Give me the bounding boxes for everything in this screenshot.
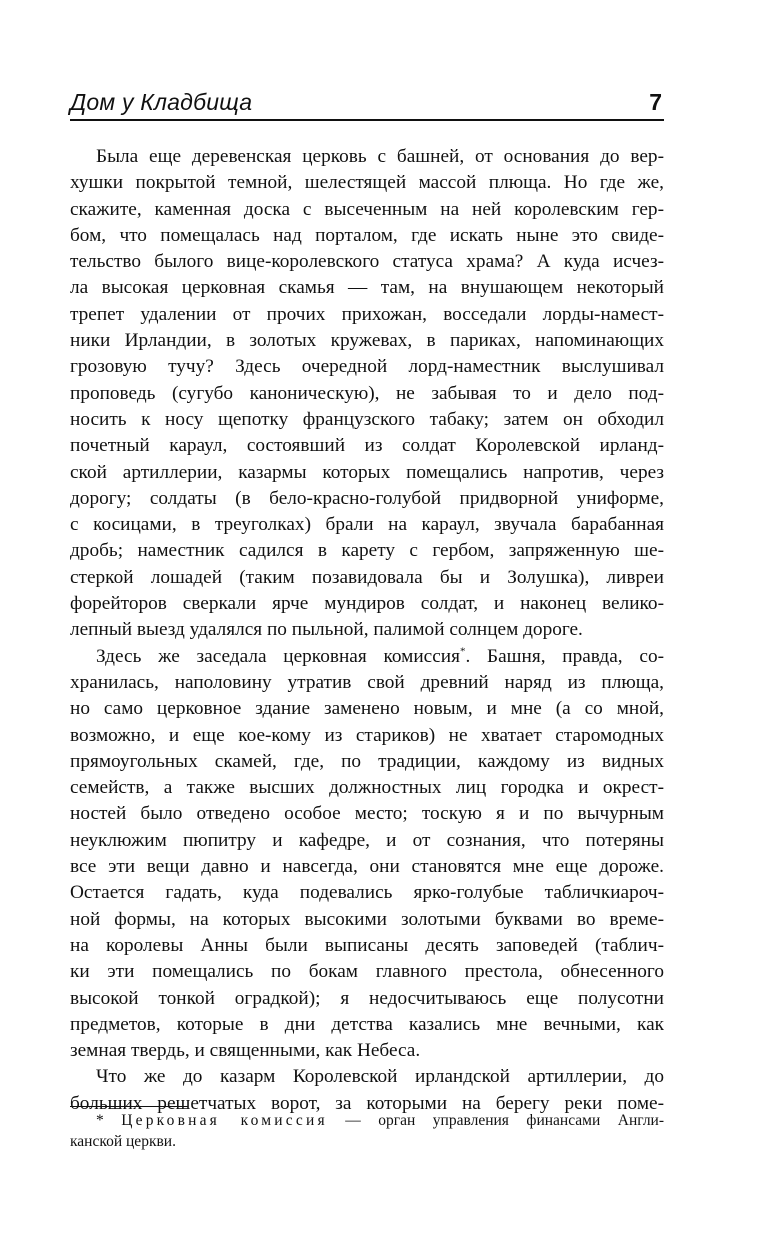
- text-line: форейторов сверкали ярче мундиров солдат, и наконец велико-: [70, 593, 664, 615]
- text-line: высокой тонкой оградкой); я недосчитываюсь еще полусотни: [70, 987, 664, 1009]
- text-line: дорогу; солдаты (в бело-красно-голубой придворной униформе,: [70, 487, 664, 509]
- text-line: земная твердь, и священными, как Небеса.: [70, 1040, 421, 1062]
- footnote-mark: *: [96, 1112, 104, 1129]
- text-line: грозовую тучу? Здесь очередной лорд-наместник выслушивал: [70, 356, 664, 378]
- text-line-with-note: [70, 644, 664, 670]
- text-line: трепет удалении от прочих прихожан, восседали лорды-намест-: [70, 303, 664, 325]
- text-line: лепный выезд удалялся по пыльной, палимой солнцем дороге.: [70, 619, 583, 641]
- text-line: Была еще деревенская церковь с башней, от основания до вер-: [96, 146, 664, 167]
- text-line: Остается гадать, куда подевались ярко-голубые табличкиароч-: [70, 882, 664, 904]
- footnote-term: Церковная комиссия: [121, 1112, 328, 1129]
- text-line: ской артиллерии, казармы которых помещались напротив, через: [70, 461, 664, 483]
- text-line: хушки покрытой темной, шелестящей массой плюща. Но где же,: [70, 172, 664, 194]
- text-line: ной формы, на которых высокими золотыми буквами во време-: [70, 908, 664, 930]
- book-page: [70, 82, 664, 1117]
- body-text: [70, 144, 664, 1117]
- text-line: почетный караул, состоявший из солдат Королевской ирланд-: [70, 435, 664, 457]
- text-line: проповедь (сугубо каноническую), не забывая то и дело под-: [70, 382, 664, 404]
- footnote-reference[interactable]: *: [459, 645, 466, 658]
- text-fragment: . Башня, правда, со-: [465, 645, 664, 667]
- text-line: на королевы Анны были выписаны десять заповедей (таблич-: [70, 934, 664, 956]
- text-line: ностей было отведено особое место; тоскую я и по вычурным: [70, 803, 664, 825]
- text-line: предметов, которые в дни детства казались мне вечными, как: [70, 1013, 664, 1035]
- paragraph-2: [70, 644, 664, 1065]
- page-number: 7: [649, 89, 662, 115]
- text-line: тельство былого вице-королевского статуса храма? А куда исчез-: [70, 251, 664, 273]
- text-line: семейств, а также высших должностных лиц городка и окрест-: [70, 777, 664, 799]
- text-line: носить к носу щепотку французского табаку; затем он обходил: [70, 408, 664, 430]
- text-line: прямоугольных скамей, где, по традиции, каждому из видных: [70, 750, 664, 772]
- text-line: ники Ирландии, в золотых кружевах, в париках, напоминающих: [70, 330, 664, 352]
- text-line: больших решетчатых ворот, за которыми на берегу реки поме-: [70, 1092, 664, 1114]
- text-line: стеркой лошадей (таким позавидовала бы и Золушка), ливреи: [70, 566, 664, 588]
- text-line: ла высокая церковная скамья — там, на внушающем некоторый: [70, 277, 664, 299]
- text-line: хранилась, наполовину утратив свой древний наряд из плюща,: [70, 671, 664, 693]
- footnote: [70, 1110, 664, 1152]
- footnote-line: канской церкви.: [70, 1133, 176, 1150]
- text-line: возможно, и еще кое-кому из стариков) не хватает старомодных: [70, 724, 664, 746]
- text-line: все эти вещи давно и навсегда, они становятся мне еще дороже.: [70, 856, 664, 878]
- book-title: Дом у Кладбища: [70, 89, 253, 115]
- text-line: с косицами, в треуголках) брали на караул, звучала барабанная: [70, 514, 664, 536]
- text-line: ки эти помещались по бокам главного престола, обнесенного: [70, 961, 664, 983]
- footnote-divider: [70, 1106, 188, 1107]
- text-line: скажите, каменная доска с высеченным на ней королевским гер-: [70, 198, 664, 220]
- text-line: неуклюжим пюпитру и кафедре, и от сознания, что потеряны: [70, 829, 664, 851]
- paragraph-1: [70, 144, 664, 644]
- running-header: [70, 82, 664, 121]
- text-line: но само церковное здание заменено новым, и мне (а со мной,: [70, 698, 664, 720]
- text-fragment: Здесь же заседала церковная комиссия: [96, 645, 460, 667]
- footnote-definition: — орган управления финансами Англи-: [327, 1112, 664, 1129]
- text-line: бом, что помещалась над порталом, где искать ныне это свиде-: [70, 224, 664, 246]
- text-line: Что же до казарм Королевской ирландской артиллерии, до: [96, 1066, 664, 1088]
- text-line: дробь; наместник садился в карету с гербом, запряженную ше-: [70, 540, 664, 562]
- footnote-line: [70, 1110, 664, 1131]
